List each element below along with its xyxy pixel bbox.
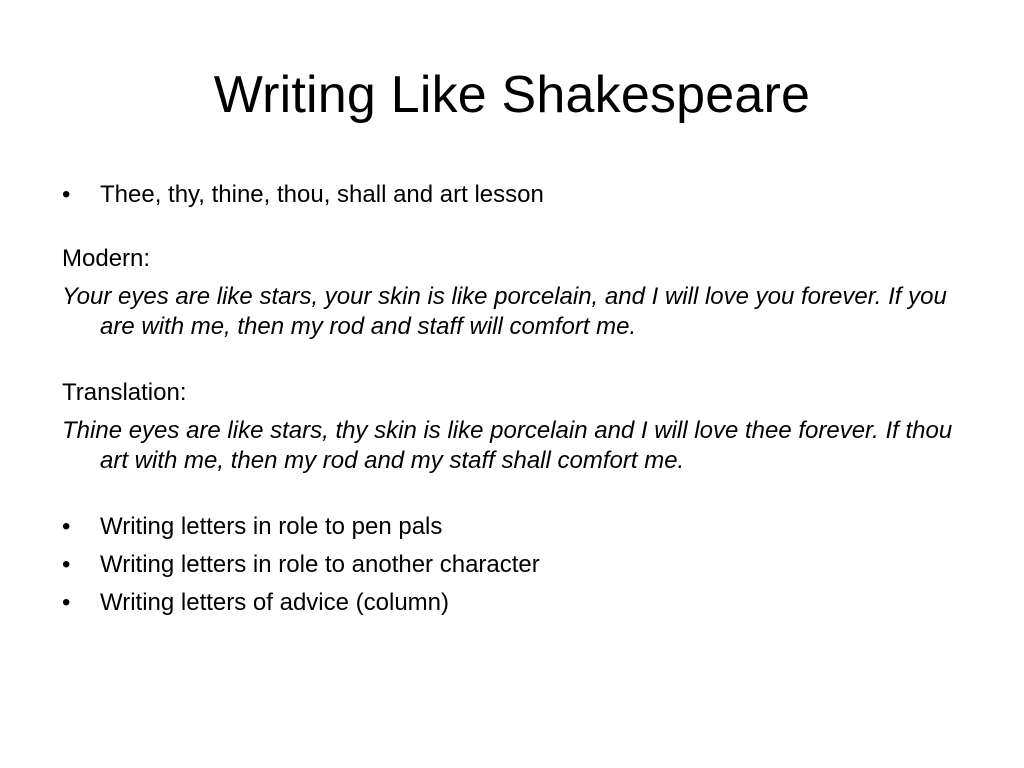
translation-label: Translation:	[62, 379, 187, 406]
list-item-text: Writing letters in role to pen pals	[100, 513, 443, 540]
modern-label: Modern:	[62, 245, 151, 272]
list-item-text: Writing letters of advice (column)	[100, 589, 450, 616]
list-item	[62, 512, 962, 550]
slide-content	[62, 180, 962, 626]
list-item-text: Writing letters in role to another character	[100, 551, 540, 578]
bullet-icon: •	[62, 551, 71, 578]
list-item	[62, 588, 962, 626]
list-item	[62, 550, 962, 588]
intro-bullet-item	[62, 180, 962, 218]
bullet-icon: •	[62, 589, 71, 616]
intro-bullet-text: Thee, thy, thine, thou, shall and art lesson	[100, 181, 544, 208]
translation-text: Thine eyes are like stars, thy skin is like porcelain and I will love thee forever. If thou art with me, then my rod and my staff shall comfort me.	[62, 417, 953, 474]
bullet-icon: •	[62, 513, 71, 540]
slide-title: Writing Like Shakespeare	[213, 66, 811, 124]
modern-text: Your eyes are like stars, your skin is like porcelain, and I will love you forever. If you are with me, then my rod and staff will comfort me.	[62, 283, 947, 340]
bullet-icon: •	[62, 181, 71, 208]
